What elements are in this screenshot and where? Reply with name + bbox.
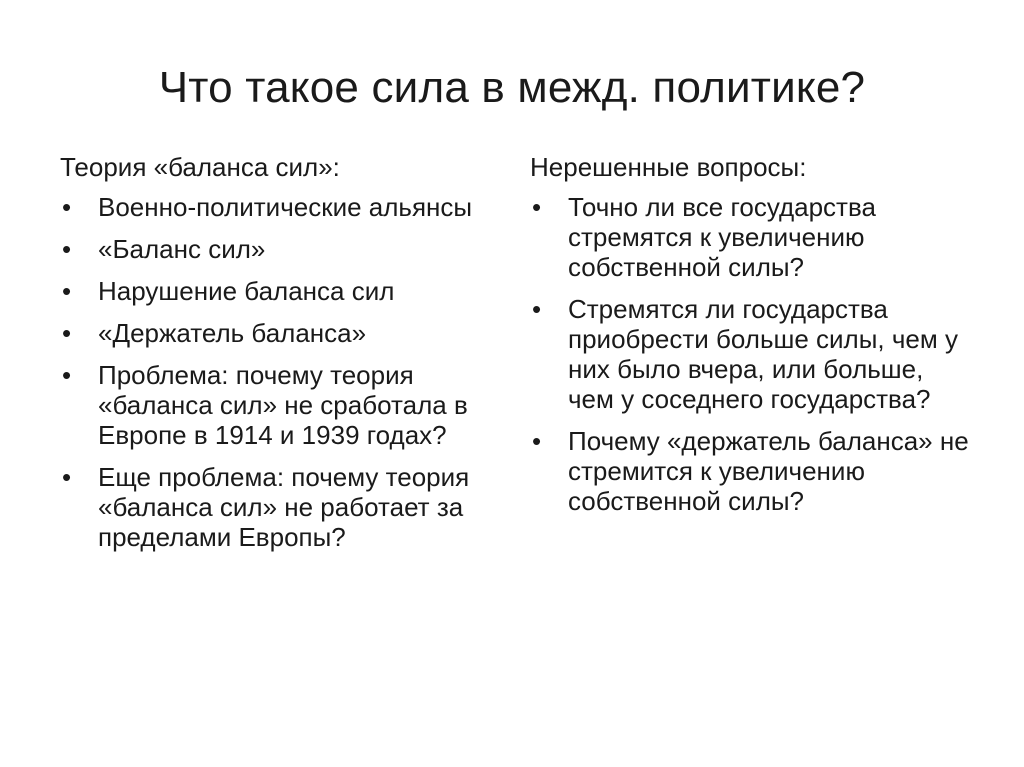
bullet-icon: •	[532, 426, 542, 456]
list-item-text: «Держатель баланса»	[98, 318, 367, 348]
right-bullet-list	[530, 192, 970, 516]
left-bullet-list	[60, 192, 500, 552]
list-item-text: Нарушение баланса сил	[98, 276, 395, 306]
bullet-icon: •	[62, 192, 72, 222]
list-item	[60, 462, 500, 552]
list-item	[60, 276, 500, 306]
bullet-icon: •	[62, 276, 72, 306]
list-item	[60, 318, 500, 348]
left-column-heading: Теория «баланса сил»:	[60, 152, 340, 182]
left-column	[60, 152, 500, 564]
list-item	[530, 294, 970, 414]
right-column	[530, 152, 970, 528]
bullet-icon: •	[532, 294, 542, 324]
list-item-text: Военно-политические альянсы	[98, 192, 473, 222]
list-item-text: Почему «держатель баланса» не стремится к увеличению собственной силы?	[568, 426, 969, 516]
list-item-text: Проблема: почему теория «баланса сил» не сработала в Европе в 1914 и 1939 годах?	[98, 360, 468, 450]
list-item	[60, 234, 500, 264]
bullet-icon: •	[62, 462, 72, 492]
list-item-text: Еще проблема: почему теория «баланса сил» не работает за пределами Европы?	[98, 462, 470, 552]
list-item	[530, 426, 970, 516]
list-item-text: Точно ли все государства стремятся к увеличению собственной силы?	[568, 192, 876, 282]
list-item-text: «Баланс сил»	[98, 234, 266, 264]
right-column-heading: Нерешенные вопросы:	[530, 152, 807, 182]
bullet-icon: •	[532, 192, 542, 222]
bullet-icon: •	[62, 234, 72, 264]
bullet-icon: •	[62, 318, 72, 348]
list-item	[60, 192, 500, 222]
list-item-text: Стремятся ли государства приобрести больше силы, чем у них было вчера, или больше, чем у соседнего государства?	[568, 294, 958, 414]
slide-title: Что такое сила в межд. политике?	[158, 63, 866, 112]
list-item	[530, 192, 970, 282]
bullet-icon: •	[62, 360, 72, 390]
list-item	[60, 360, 500, 450]
